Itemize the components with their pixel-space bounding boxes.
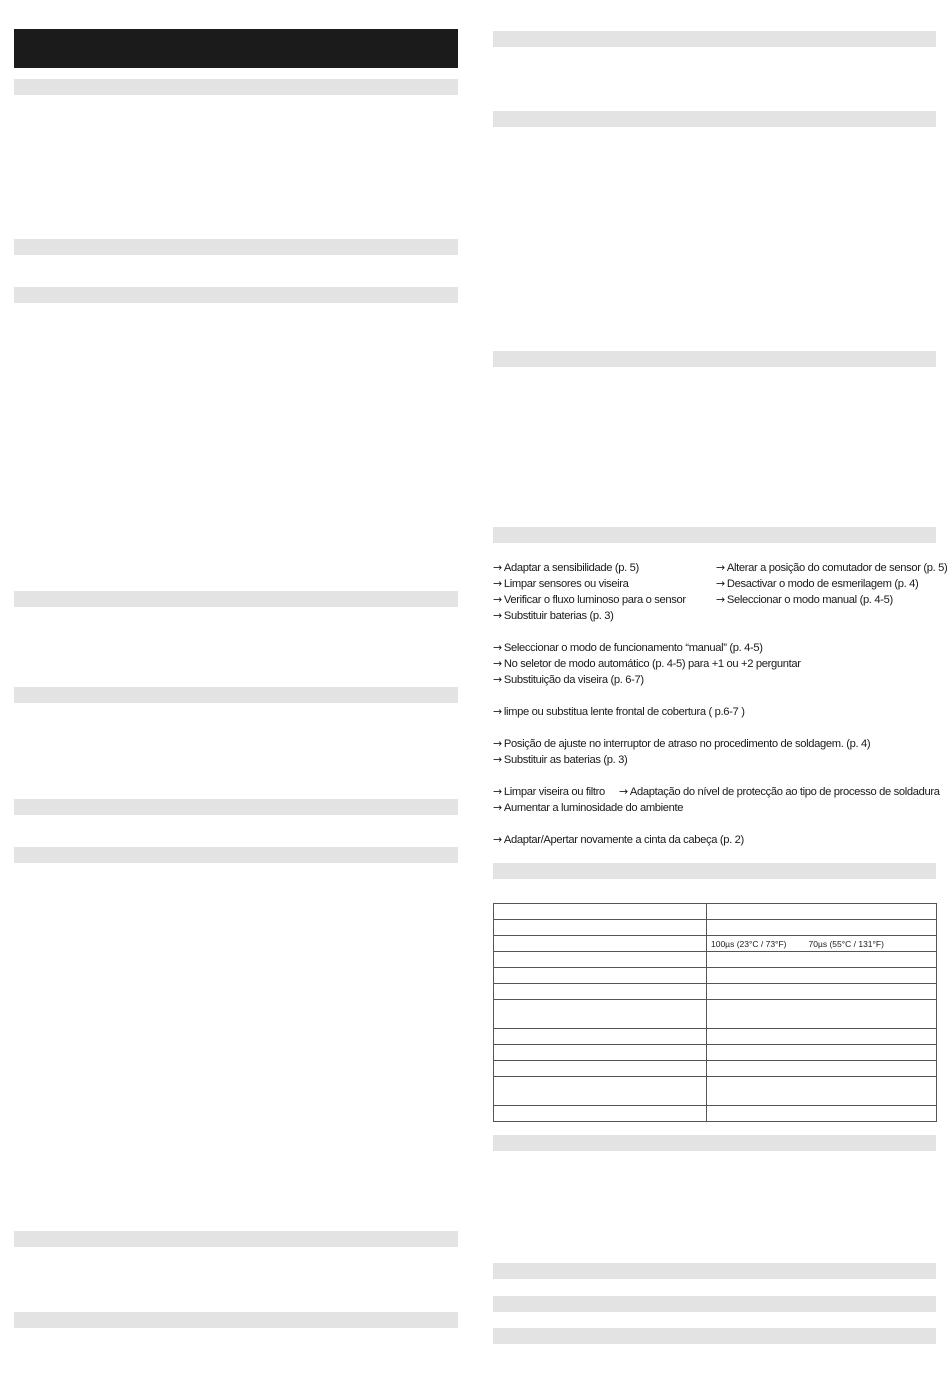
remedy-item: → Posição de ajuste no interruptor de atraso no procedimento de soldagem. (p. 4)	[493, 737, 871, 750]
remedy-item: → Adaptar/Apertar novamente a cinta da cabeça (p. 2)	[493, 833, 744, 846]
remedy-item: → Seleccionar o modo de funcionamento “manual” (p. 4-5)	[493, 641, 763, 654]
remedy-item: → Substituir baterias (p. 3)	[493, 609, 614, 622]
specs-table	[493, 903, 937, 1122]
remedy-item: → Limpar sensores ou viseira	[493, 577, 629, 590]
section-bar	[14, 287, 458, 303]
arrow-icon: →	[493, 673, 502, 686]
section-bar	[493, 351, 936, 367]
remedy-item: → Substituição da viseira (p. 6-7)	[493, 673, 644, 686]
table-row	[494, 1106, 937, 1122]
table-row	[494, 1077, 937, 1106]
section-bar	[14, 591, 458, 607]
arrow-icon: →	[493, 785, 502, 798]
section-bar	[14, 239, 458, 255]
table-row	[494, 1029, 937, 1045]
arrow-icon: →	[716, 593, 725, 606]
page-header	[14, 29, 458, 68]
section-bar	[14, 79, 458, 95]
table-row	[494, 968, 937, 984]
arrow-icon: →	[619, 785, 628, 798]
remedy-item: → limpe ou substitua lente frontal de cobertura ( p.6-7 )	[493, 705, 745, 718]
switching-time-room: 100µs (23°C / 73°F)	[711, 938, 787, 949]
arrow-icon: →	[716, 561, 725, 574]
table-row	[494, 920, 937, 936]
table-row	[494, 984, 937, 1000]
arrow-icon: →	[493, 833, 502, 846]
remedy-item: → Seleccionar o modo manual (p. 4-5)	[716, 593, 893, 606]
section-bar	[493, 31, 936, 47]
arrow-icon: →	[493, 593, 502, 606]
remedy-item: → Adaptação do nível de protecção ao tipo de processo de soldadura	[619, 785, 940, 798]
specs-bar	[493, 863, 936, 879]
section-bar	[493, 1135, 936, 1151]
arrow-icon: →	[493, 657, 502, 670]
section-bar	[493, 1263, 936, 1279]
remedy-item: → No seletor de modo automático (p. 4-5) para +1 ou +2 perguntar	[493, 657, 801, 670]
table-row	[494, 952, 937, 968]
remedy-item: → Verificar o fluxo luminoso para o sensor	[493, 593, 686, 606]
section-bar	[14, 1312, 458, 1328]
section-bar	[493, 111, 936, 127]
arrow-icon: →	[493, 753, 502, 766]
arrow-icon: →	[493, 577, 502, 590]
section-bar	[14, 687, 458, 703]
remedy-item: → Adaptar a sensibilidade (p. 5)	[493, 561, 639, 574]
section-bar	[493, 1296, 936, 1312]
remedy-item: → Limpar viseira ou filtro	[493, 785, 605, 798]
table-row	[494, 936, 937, 952]
arrow-icon: →	[493, 801, 502, 814]
remedy-item: → Alterar a posição do comutador de sensor (p. 5)	[716, 561, 948, 574]
arrow-icon: →	[493, 561, 502, 574]
troubleshooting-bar	[493, 527, 936, 543]
arrow-icon: →	[493, 737, 502, 750]
remedy-item: → Aumentar a luminosidade do ambiente	[493, 801, 684, 814]
arrow-icon: →	[493, 641, 502, 654]
section-bar	[493, 1328, 936, 1344]
arrow-icon: →	[493, 705, 502, 718]
switching-time-hot: 70µs (55°C / 131°F)	[808, 938, 884, 949]
table-row	[494, 904, 937, 920]
arrow-icon: →	[716, 577, 725, 590]
table-row	[494, 1061, 937, 1077]
section-bar	[14, 1231, 458, 1247]
table-row	[494, 1000, 937, 1029]
remedy-item: → Substituir as baterias (p. 3)	[493, 753, 628, 766]
section-bar	[14, 847, 458, 863]
section-bar	[14, 799, 458, 815]
remedy-item: → Desactivar o modo de esmerilagem (p. 4)	[716, 577, 919, 590]
table-row	[494, 1045, 937, 1061]
arrow-icon: →	[493, 609, 502, 622]
